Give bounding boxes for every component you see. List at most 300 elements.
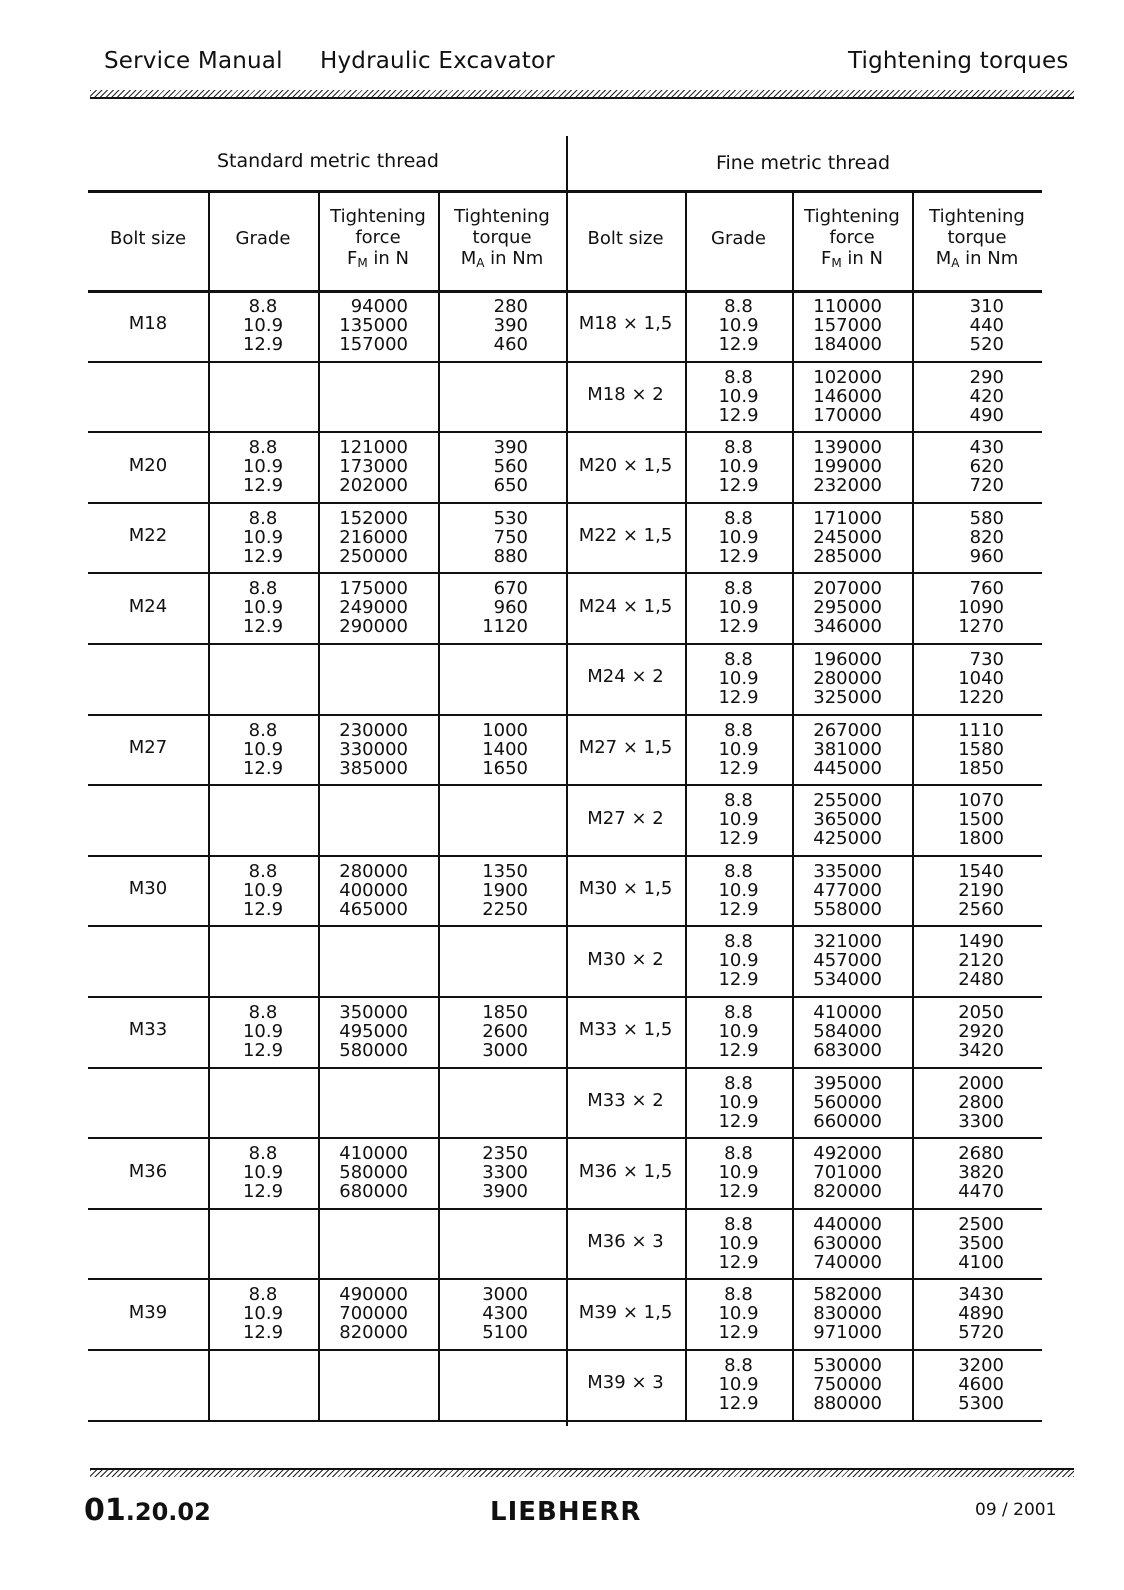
fine-grade-value: 10.9 bbox=[718, 526, 759, 548]
fine-torque-value: 580 bbox=[969, 507, 1004, 529]
std-force-value: 157000 bbox=[339, 334, 408, 355]
fine-bolt-size-heading: Bolt size bbox=[587, 228, 664, 249]
std-grade-value: 10.9 bbox=[242, 738, 284, 760]
fine-force-value: 146000 bbox=[813, 385, 882, 407]
fine-grade-value: 10.9 bbox=[718, 1232, 759, 1254]
std-force-value: 121000 bbox=[339, 437, 408, 459]
fine-grade-value: 8.8 bbox=[724, 366, 753, 388]
std-torque-value: 880 bbox=[493, 545, 528, 567]
fine-grade-value: 8.8 bbox=[724, 507, 753, 529]
std-torque-value: 4300 bbox=[482, 1303, 528, 1325]
fine-force-value: 880000 bbox=[813, 1393, 882, 1414]
fine-torque-value: 820 bbox=[969, 526, 1004, 548]
fine-torque-value: 1270 bbox=[958, 616, 1004, 638]
std-grade-value: 10.9 bbox=[242, 1021, 284, 1042]
std-force-value: 230000 bbox=[339, 719, 408, 741]
std-force-value: 250000 bbox=[339, 545, 408, 567]
fine-grade-value: 10.9 bbox=[718, 809, 759, 831]
fine-bolt-size: M30 × 1,5 bbox=[578, 878, 673, 900]
fine-bolt-size: M33 × 2 bbox=[587, 1089, 664, 1111]
std-force-heading bbox=[318, 206, 438, 274]
fine-torque-value: 1090 bbox=[958, 597, 1004, 619]
std-grade-value: 8.8 bbox=[248, 1002, 278, 1023]
fine-grade-value: 10.9 bbox=[718, 1091, 759, 1113]
header-top-rule bbox=[88, 190, 1042, 193]
std-torque-value: 1350 bbox=[482, 860, 528, 882]
fine-grade-value: 8.8 bbox=[724, 1143, 753, 1165]
std-torque-heading-line2: torque bbox=[472, 227, 532, 248]
fine-bolt-size: M20 × 1,5 bbox=[578, 454, 673, 476]
fine-torque-value: 1040 bbox=[958, 668, 1004, 689]
fine-grade-value: 10.9 bbox=[718, 597, 759, 619]
fine-grade-value: 8.8 bbox=[724, 649, 753, 670]
std-torque-value: 3000 bbox=[482, 1284, 528, 1306]
fine-force-value: 381000 bbox=[813, 738, 882, 760]
fine-grade-value: 12.9 bbox=[718, 1181, 759, 1203]
std-force-value: 410000 bbox=[339, 1143, 408, 1165]
std-grade-value: 8.8 bbox=[248, 578, 278, 600]
fine-grade-value: 12.9 bbox=[718, 1393, 759, 1414]
std-torque-value: 390 bbox=[493, 315, 528, 336]
fine-torque-heading bbox=[912, 206, 1042, 274]
std-column-divider bbox=[208, 190, 210, 1420]
fine-grade-value: 12.9 bbox=[718, 969, 759, 991]
fine-torque-value: 760 bbox=[969, 578, 1004, 600]
row-separator bbox=[88, 1137, 1042, 1139]
fine-force-value: 280000 bbox=[813, 668, 882, 689]
fine-bolt-size: M33 × 1,5 bbox=[578, 1019, 673, 1041]
std-torque-value: 1850 bbox=[482, 1002, 528, 1023]
std-grade-value: 8.8 bbox=[248, 719, 278, 741]
fine-bolt-size: M18 × 2 bbox=[587, 383, 664, 405]
fine-force-value: 365000 bbox=[813, 809, 882, 831]
std-force-value: 465000 bbox=[339, 898, 408, 920]
std-torque-value: 1120 bbox=[482, 616, 528, 638]
fine-grade-value: 8.8 bbox=[724, 931, 753, 953]
fine-grade-value: 8.8 bbox=[724, 1355, 753, 1376]
fine-force-value: 534000 bbox=[813, 969, 882, 991]
fine-bolt-size: M24 × 2 bbox=[587, 666, 664, 688]
fine-force-value: 410000 bbox=[813, 1002, 882, 1023]
std-torque-subscript: A bbox=[476, 256, 485, 270]
fine-torque-unit: in Nm bbox=[959, 248, 1019, 269]
std-force-value: 495000 bbox=[339, 1021, 408, 1042]
std-torque-value: 1900 bbox=[482, 879, 528, 901]
fine-force-symbol: F bbox=[820, 248, 832, 269]
std-force-value: 216000 bbox=[339, 526, 408, 548]
fine-grade-value: 8.8 bbox=[724, 790, 753, 812]
page-code-major: 01 bbox=[84, 1493, 126, 1528]
fine-grade-value: 10.9 bbox=[718, 315, 759, 336]
fine-torque-value: 290 bbox=[969, 366, 1004, 388]
std-grade-value: 10.9 bbox=[242, 315, 284, 336]
std-torque-value: 3900 bbox=[482, 1181, 528, 1203]
row-separator bbox=[88, 643, 1042, 645]
std-grade-value: 8.8 bbox=[248, 437, 278, 459]
fine-force-value: 971000 bbox=[813, 1322, 882, 1344]
fine-torque-value: 1110 bbox=[958, 719, 1004, 741]
fine-force-value: 457000 bbox=[813, 950, 882, 972]
liebherr-logo: LIEBHERR bbox=[490, 1497, 642, 1527]
std-bolt-size: M20 bbox=[128, 454, 168, 476]
std-grade-value: 10.9 bbox=[242, 879, 284, 901]
std-torque-value: 460 bbox=[493, 334, 528, 355]
std-torque-value: 390 bbox=[493, 437, 528, 459]
fine-force-value: 750000 bbox=[813, 1374, 882, 1395]
row-separator bbox=[88, 1349, 1042, 1351]
row-separator bbox=[88, 1420, 1042, 1422]
fine-bolt-size: M36 × 1,5 bbox=[578, 1160, 673, 1182]
fine-grade-value: 12.9 bbox=[718, 898, 759, 920]
std-force-heading-line1: Tightening bbox=[330, 206, 426, 227]
std-grade-value: 10.9 bbox=[242, 456, 284, 478]
fine-force-value: 199000 bbox=[813, 456, 882, 478]
fine-grade-value: 8.8 bbox=[724, 578, 753, 600]
std-torque-value: 2250 bbox=[482, 898, 528, 920]
std-torque-heading bbox=[438, 206, 566, 274]
std-force-symbol: F bbox=[346, 248, 358, 269]
std-torque-value: 650 bbox=[493, 475, 528, 497]
fine-torque-symbol: M bbox=[935, 248, 952, 269]
fine-torque-value: 4600 bbox=[958, 1374, 1004, 1395]
fine-torque-value: 3300 bbox=[958, 1110, 1004, 1132]
std-torque-value: 1400 bbox=[482, 738, 528, 760]
fine-grade-value: 10.9 bbox=[718, 1303, 759, 1325]
fine-force-value: 445000 bbox=[813, 757, 882, 779]
fine-bolt-size: M36 × 3 bbox=[587, 1231, 664, 1253]
std-torque-heading-unit bbox=[438, 248, 566, 274]
header-machine-label: Hydraulic Excavator bbox=[320, 48, 555, 74]
row-separator bbox=[88, 502, 1042, 504]
row-separator bbox=[88, 784, 1042, 786]
fine-grade-value: 12.9 bbox=[718, 1322, 759, 1344]
fine-torque-value: 5720 bbox=[958, 1322, 1004, 1344]
std-force-value: 580000 bbox=[339, 1162, 408, 1184]
fine-force-value: 660000 bbox=[813, 1110, 882, 1132]
fine-torque-value: 2190 bbox=[958, 879, 1004, 901]
fine-force-value: 820000 bbox=[813, 1181, 882, 1203]
fine-bolt-size: M30 × 2 bbox=[587, 948, 664, 970]
fine-force-unit: in N bbox=[841, 248, 884, 269]
fine-grade-value: 8.8 bbox=[724, 719, 753, 741]
fine-grade-value: 10.9 bbox=[718, 668, 759, 689]
fine-grade-value: 8.8 bbox=[724, 437, 753, 459]
std-grade-value: 8.8 bbox=[248, 296, 278, 317]
std-force-value: 580000 bbox=[339, 1040, 408, 1061]
std-grade-value: 12.9 bbox=[242, 898, 284, 920]
fine-grade-value: 12.9 bbox=[718, 757, 759, 779]
row-separator bbox=[88, 855, 1042, 857]
fine-force-value: 492000 bbox=[813, 1143, 882, 1165]
std-torque-value: 670 bbox=[493, 578, 528, 600]
row-separator bbox=[88, 996, 1042, 998]
fine-torque-value: 430 bbox=[969, 437, 1004, 459]
std-bolt-size: M30 bbox=[128, 878, 168, 900]
fine-grade-value: 8.8 bbox=[724, 296, 753, 317]
fine-grade-value: 12.9 bbox=[718, 334, 759, 355]
std-torque-value: 1650 bbox=[482, 757, 528, 779]
fine-bolt-size: M22 × 1,5 bbox=[578, 525, 673, 547]
fine-torque-value: 2800 bbox=[958, 1091, 1004, 1113]
fine-force-value: 285000 bbox=[813, 545, 882, 567]
std-force-value: 249000 bbox=[339, 597, 408, 619]
fine-torque-value: 1540 bbox=[958, 860, 1004, 882]
fine-force-value: 139000 bbox=[813, 437, 882, 459]
std-grade-value: 12.9 bbox=[242, 757, 284, 779]
std-force-value: 173000 bbox=[339, 456, 408, 478]
fine-torque-value: 960 bbox=[969, 545, 1004, 567]
fine-force-value: 102000 bbox=[813, 366, 882, 388]
fine-torque-value: 2000 bbox=[958, 1072, 1004, 1094]
fine-force-value: 425000 bbox=[813, 828, 882, 850]
std-torque-symbol: M bbox=[460, 248, 477, 269]
fine-force-value: 683000 bbox=[813, 1040, 882, 1061]
std-grade-value: 12.9 bbox=[242, 1181, 284, 1203]
fine-force-heading-unit bbox=[792, 248, 912, 274]
std-grade-value: 12.9 bbox=[242, 334, 284, 355]
fine-bolt-size: M27 × 1,5 bbox=[578, 736, 673, 758]
fine-grade-value: 12.9 bbox=[718, 475, 759, 497]
fine-force-value: 440000 bbox=[813, 1213, 882, 1235]
std-column-divider bbox=[318, 190, 320, 1420]
std-force-heading-line2: force bbox=[355, 227, 401, 248]
fine-force-value: 584000 bbox=[813, 1021, 882, 1042]
std-bolt-size: M27 bbox=[128, 736, 168, 758]
fine-force-value: 295000 bbox=[813, 597, 882, 619]
std-grade-heading: Grade bbox=[235, 228, 291, 249]
fine-force-value: 170000 bbox=[813, 404, 882, 426]
fine-torque-value: 1580 bbox=[958, 738, 1004, 760]
std-force-value: 280000 bbox=[339, 860, 408, 882]
std-torque-value: 960 bbox=[493, 597, 528, 619]
fine-grade-value: 12.9 bbox=[718, 404, 759, 426]
fine-grade-value: 10.9 bbox=[718, 879, 759, 901]
fine-grade-value: 12.9 bbox=[718, 687, 759, 708]
std-torque-heading-line1: Tightening bbox=[454, 206, 550, 227]
header-bottom-rule bbox=[88, 290, 1042, 293]
fine-force-value: 196000 bbox=[813, 649, 882, 670]
std-bolt-size-heading: Bolt size bbox=[109, 228, 187, 249]
header-manual-label: Service Manual bbox=[104, 48, 283, 74]
std-force-value: 700000 bbox=[339, 1303, 408, 1325]
row-separator bbox=[88, 572, 1042, 574]
fine-grade-value: 8.8 bbox=[724, 1213, 753, 1235]
fine-force-subscript: M bbox=[831, 256, 842, 270]
std-bolt-size: M33 bbox=[128, 1019, 168, 1041]
std-torque-value: 280 bbox=[493, 296, 528, 317]
fine-torque-value: 490 bbox=[969, 404, 1004, 426]
fine-torque-value: 3200 bbox=[958, 1355, 1004, 1376]
std-force-value: 350000 bbox=[339, 1002, 408, 1023]
std-torque-value: 3000 bbox=[482, 1040, 528, 1061]
fine-section-title: Fine metric thread bbox=[715, 152, 891, 174]
fine-force-value: 255000 bbox=[813, 790, 882, 812]
fine-force-value: 395000 bbox=[813, 1072, 882, 1094]
fine-force-value: 171000 bbox=[813, 507, 882, 529]
fine-torque-value: 4470 bbox=[958, 1181, 1004, 1203]
fine-grade-value: 10.9 bbox=[718, 1021, 759, 1042]
header-hatch-rule bbox=[90, 90, 1074, 99]
std-column-divider bbox=[438, 190, 440, 1420]
fine-bolt-size: M39 × 3 bbox=[587, 1372, 664, 1394]
std-force-value: 135000 bbox=[339, 315, 408, 336]
std-torque-value: 750 bbox=[493, 526, 528, 548]
fine-force-value: 346000 bbox=[813, 616, 882, 638]
fine-force-value: 335000 bbox=[813, 860, 882, 882]
row-separator bbox=[88, 925, 1042, 927]
fine-torque-value: 3820 bbox=[958, 1162, 1004, 1184]
fine-grade-value: 12.9 bbox=[718, 1110, 759, 1132]
std-torque-value: 2600 bbox=[482, 1021, 528, 1042]
std-force-value: 820000 bbox=[339, 1322, 408, 1344]
row-separator bbox=[88, 1208, 1042, 1210]
fine-force-value: 701000 bbox=[813, 1162, 882, 1184]
fine-torque-value: 2920 bbox=[958, 1021, 1004, 1042]
std-force-value: 202000 bbox=[339, 475, 408, 497]
issue-date: 09 / 2001 bbox=[975, 1500, 1057, 1520]
row-separator bbox=[88, 714, 1042, 716]
fine-torque-value: 1070 bbox=[958, 790, 1004, 812]
fine-force-value: 325000 bbox=[813, 687, 882, 708]
fine-torque-value: 5300 bbox=[958, 1393, 1004, 1414]
fine-bolt-size: M39 × 1,5 bbox=[578, 1301, 673, 1323]
footer-hatch-rule bbox=[90, 1468, 1074, 1477]
row-separator bbox=[88, 361, 1042, 363]
fine-force-heading-line1: Tightening bbox=[804, 206, 900, 227]
std-bolt-size: M24 bbox=[128, 595, 168, 617]
fine-torque-value: 730 bbox=[969, 649, 1004, 670]
std-force-value: 290000 bbox=[339, 616, 408, 638]
std-grade-value: 8.8 bbox=[248, 1284, 278, 1306]
fine-torque-value: 310 bbox=[969, 296, 1004, 317]
row-separator bbox=[88, 431, 1042, 433]
fine-grade-value: 8.8 bbox=[724, 1002, 753, 1023]
std-torque-value: 1000 bbox=[482, 719, 528, 741]
fine-force-value: 558000 bbox=[813, 898, 882, 920]
std-force-heading-unit bbox=[318, 248, 438, 274]
fine-bolt-size: M24 × 1,5 bbox=[578, 595, 673, 617]
fine-grade-heading: Grade bbox=[711, 228, 766, 249]
fine-force-value: 267000 bbox=[813, 719, 882, 741]
std-grade-value: 12.9 bbox=[242, 1322, 284, 1344]
std-force-unit: in N bbox=[367, 248, 410, 269]
fine-torque-value: 2500 bbox=[958, 1213, 1004, 1235]
fine-grade-value: 10.9 bbox=[718, 385, 759, 407]
fine-grade-value: 8.8 bbox=[724, 860, 753, 882]
fine-torque-value: 1490 bbox=[958, 931, 1004, 953]
fine-torque-value: 3500 bbox=[958, 1232, 1004, 1254]
fine-torque-value: 440 bbox=[969, 315, 1004, 336]
fine-grade-value: 10.9 bbox=[718, 738, 759, 760]
fine-force-value: 477000 bbox=[813, 879, 882, 901]
std-force-value: 400000 bbox=[339, 879, 408, 901]
fine-force-value: 157000 bbox=[813, 315, 882, 336]
fine-torque-value: 420 bbox=[969, 385, 1004, 407]
fine-bolt-size: M27 × 2 bbox=[587, 807, 664, 829]
fine-torque-value: 1800 bbox=[958, 828, 1004, 850]
std-force-subscript: M bbox=[357, 256, 368, 270]
std-grade-value: 12.9 bbox=[242, 616, 284, 638]
fine-torque-heading-line2: torque bbox=[947, 227, 1007, 248]
standard-section-title: Standard metric thread bbox=[217, 150, 439, 172]
fine-torque-value: 520 bbox=[969, 334, 1004, 355]
std-torque-unit: in Nm bbox=[484, 248, 544, 269]
fine-force-value: 530000 bbox=[813, 1355, 882, 1376]
std-force-value: 94000 bbox=[350, 296, 408, 317]
std-force-value: 152000 bbox=[339, 507, 408, 529]
fine-force-value: 630000 bbox=[813, 1232, 882, 1254]
std-grade-value: 8.8 bbox=[248, 1143, 278, 1165]
fine-force-value: 207000 bbox=[813, 578, 882, 600]
fine-torque-value: 620 bbox=[969, 456, 1004, 478]
std-grade-value: 10.9 bbox=[242, 1162, 284, 1184]
row-separator bbox=[88, 1278, 1042, 1280]
std-grade-value: 12.9 bbox=[242, 1040, 284, 1061]
fine-torque-value: 3430 bbox=[958, 1284, 1004, 1306]
fine-force-value: 110000 bbox=[813, 296, 882, 317]
fine-torque-subscript: A bbox=[951, 256, 960, 270]
fine-torque-value: 1850 bbox=[958, 757, 1004, 779]
fine-force-value: 830000 bbox=[813, 1303, 882, 1325]
fine-grade-value: 12.9 bbox=[718, 1040, 759, 1061]
std-bolt-size: M18 bbox=[128, 313, 168, 335]
page-code-minor: .20.02 bbox=[125, 1498, 211, 1526]
row-separator bbox=[88, 1067, 1042, 1069]
std-torque-value: 530 bbox=[493, 507, 528, 529]
header-topic-label: Tightening torques bbox=[848, 48, 1069, 74]
fine-force-value: 184000 bbox=[813, 334, 882, 355]
fine-torque-value: 720 bbox=[969, 475, 1004, 497]
std-force-value: 680000 bbox=[339, 1181, 408, 1203]
fine-torque-value: 3420 bbox=[958, 1040, 1004, 1061]
std-force-value: 490000 bbox=[339, 1284, 408, 1306]
fine-force-heading-line2: force bbox=[829, 227, 875, 248]
std-bolt-size: M39 bbox=[128, 1301, 168, 1323]
fine-grade-value: 10.9 bbox=[718, 1374, 759, 1395]
fine-bolt-size: M18 × 1,5 bbox=[578, 313, 673, 335]
std-torque-value: 560 bbox=[493, 456, 528, 478]
std-grade-value: 12.9 bbox=[242, 475, 284, 497]
fine-force-value: 232000 bbox=[813, 475, 882, 497]
fine-torque-value: 4890 bbox=[958, 1303, 1004, 1325]
std-torque-value: 3300 bbox=[482, 1162, 528, 1184]
fine-torque-value: 2050 bbox=[958, 1002, 1004, 1023]
fine-grade-value: 8.8 bbox=[724, 1072, 753, 1094]
fine-force-value: 740000 bbox=[813, 1251, 882, 1273]
fine-force-value: 321000 bbox=[813, 931, 882, 953]
fine-torque-value: 4100 bbox=[958, 1251, 1004, 1273]
fine-grade-value: 12.9 bbox=[718, 545, 759, 567]
std-bolt-size: M36 bbox=[128, 1160, 168, 1182]
fine-grade-value: 10.9 bbox=[718, 1162, 759, 1184]
std-grade-value: 10.9 bbox=[242, 1303, 284, 1325]
std-grade-value: 10.9 bbox=[242, 526, 284, 548]
fine-torque-value: 2560 bbox=[958, 898, 1004, 920]
page-code bbox=[84, 1493, 211, 1528]
fine-grade-value: 12.9 bbox=[718, 828, 759, 850]
fine-torque-heading-line1: Tightening bbox=[929, 206, 1025, 227]
fine-torque-value: 1220 bbox=[958, 687, 1004, 708]
fine-torque-heading-unit bbox=[912, 248, 1042, 274]
fine-torque-value: 2680 bbox=[958, 1143, 1004, 1165]
fine-torque-value: 2120 bbox=[958, 950, 1004, 972]
std-grade-value: 12.9 bbox=[242, 545, 284, 567]
fine-grade-value: 12.9 bbox=[718, 1251, 759, 1273]
fine-force-heading bbox=[792, 206, 912, 274]
std-torque-value: 2350 bbox=[482, 1143, 528, 1165]
std-bolt-size: M22 bbox=[128, 525, 168, 547]
fine-grade-value: 12.9 bbox=[718, 616, 759, 638]
